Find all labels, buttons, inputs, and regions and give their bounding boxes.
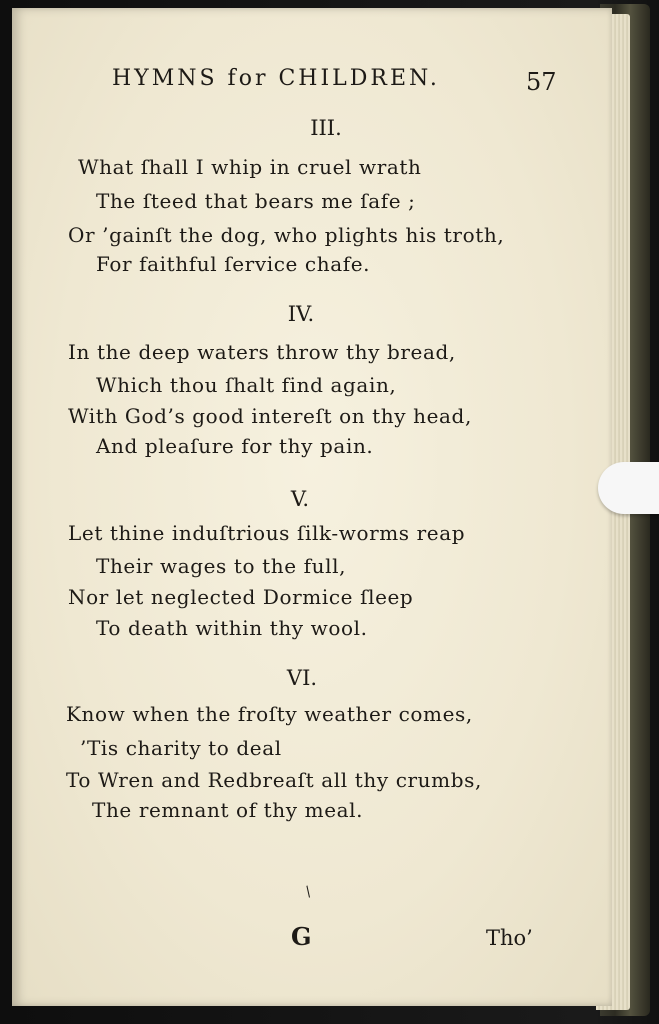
signature-mark: G	[291, 922, 312, 951]
verse-line: Let thine induſtrious ſilk-worms reap	[68, 521, 466, 545]
page-tab-marker[interactable]	[598, 462, 659, 514]
verse-line: Know when the froſty weather comes,	[66, 702, 473, 726]
verse-line: In the deep waters throw thy bread,	[68, 340, 456, 364]
verse-line: The ſteed that bears me ſafe ;	[96, 189, 416, 213]
ink-mark: /	[302, 883, 315, 901]
verse-line: Nor let neglected Dormice ſleep	[68, 585, 414, 609]
verse-line: And pleaſure for thy pain.	[96, 434, 374, 458]
verse-line: ’Tis charity to deal	[80, 736, 282, 760]
verse-line: Or ’gainſt the dog, who plights his troth,	[68, 223, 505, 247]
verse-line: What ſhall I whip in cruel wrath	[78, 155, 422, 179]
verse-line: For faithful ſervice chafe.	[96, 252, 371, 276]
catchword: Tho’	[486, 926, 533, 950]
page-number: 57	[526, 68, 557, 96]
verse-line: Which thou ſhalt find again,	[96, 373, 397, 397]
verse-line: Their wages to the full,	[96, 554, 347, 578]
running-title: HYMNS for CHILDREN.	[112, 66, 440, 91]
stanza-number: III.	[310, 116, 342, 140]
stanza-number: VI.	[286, 666, 318, 690]
verse-line: With God’s good intereſt on thy head,	[68, 404, 472, 428]
stanza-number: V.	[290, 487, 310, 511]
stanza-number: IV.	[287, 302, 315, 326]
verse-line: To Wren and Redbreaſt all thy crumbs,	[66, 768, 482, 792]
verse-line: The remnant of thy meal.	[92, 798, 364, 822]
book-page	[12, 8, 612, 1006]
running-header	[112, 62, 557, 102]
verse-line: To death within thy wool.	[96, 616, 368, 640]
